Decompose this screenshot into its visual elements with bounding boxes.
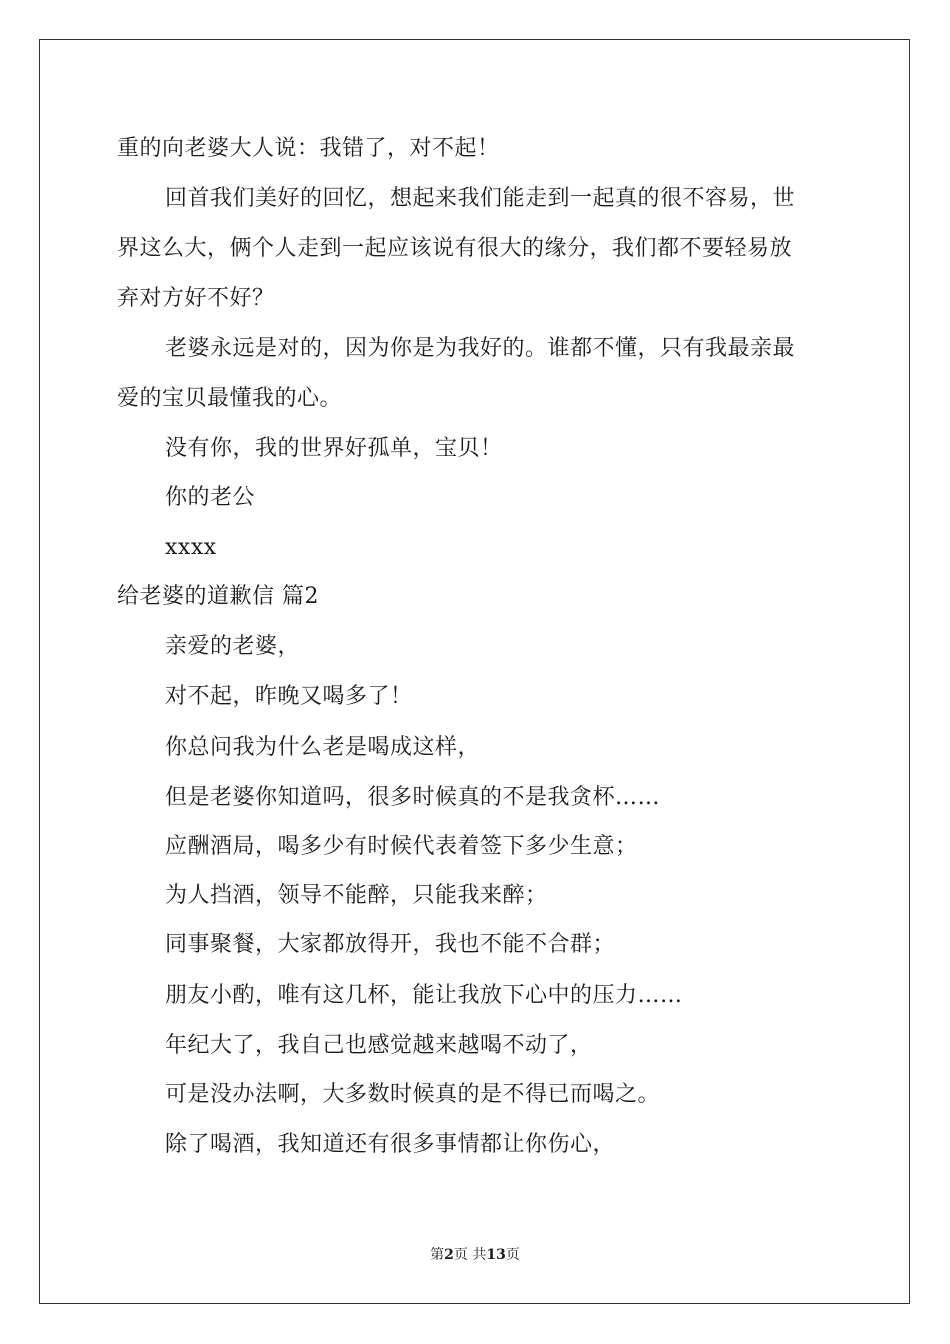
paragraph-line: 没有你，我的世界好孤单，宝贝！ (165, 436, 503, 461)
paragraph-line: 年纪大了，我自己也感觉越来越喝不动了， (165, 1033, 593, 1058)
section-heading: 给老婆的道歉信 篇2 (117, 584, 319, 609)
current-page-number: 2 (444, 1247, 454, 1263)
paragraph-line: 朋友小酌，唯有这几杯，能让我放下心中的压力…… (165, 983, 683, 1008)
paragraph-line: 老婆永远是对的，因为你是为我好的。谁都不懂，只有我最亲最 (165, 336, 796, 361)
paragraph-line: 应酬酒局，喝多少有时候代表着签下多少生意； (165, 834, 638, 859)
text-line: 重的向老婆大人说：我错了，对不起！ (117, 136, 500, 161)
total-page-number: 13 (486, 1247, 506, 1263)
paragraph-line: 亲爱的老婆， (165, 634, 301, 659)
paragraph-line: 同事聚餐，大家都放得开，我也不能不合群； (165, 932, 616, 957)
paragraph-line: 但是老婆你知道吗，很多时候真的不是我贪杯…… (165, 785, 661, 810)
page-number-suffix: 页 (505, 1247, 520, 1263)
page-number-middle: 页 共 (453, 1247, 487, 1263)
paragraph-line: 为人挡酒，领导不能醉，只能我来醉； (165, 883, 548, 908)
signature-name: xxxx (165, 535, 217, 560)
text-line: 爱的宝贝最懂我的心。 (117, 386, 343, 411)
page-number-prefix: 第 (430, 1247, 445, 1263)
page-frame (39, 39, 910, 1304)
paragraph-line: 除了喝酒，我知道还有很多事情都让你伤心， (165, 1132, 616, 1157)
paragraph-line: 可是没办法啊，大多数时候真的是不得已而喝之。 (165, 1082, 661, 1107)
signature-line: 你的老公 (165, 485, 256, 510)
text-line: 弃对方好不好？ (117, 286, 275, 311)
page-footer (0, 1246, 950, 1264)
paragraph-line: 你总问我为什么老是喝成这样， (165, 735, 481, 760)
text-line: 界这么大，俩个人走到一起应该说有很大的缘分，我们都不要轻易放 (117, 236, 793, 261)
paragraph-line: 回首我们美好的回忆，想起来我们能走到一起真的很不容易，世 (165, 186, 796, 211)
paragraph-line: 对不起，昨晚又喝多了！ (165, 684, 413, 709)
